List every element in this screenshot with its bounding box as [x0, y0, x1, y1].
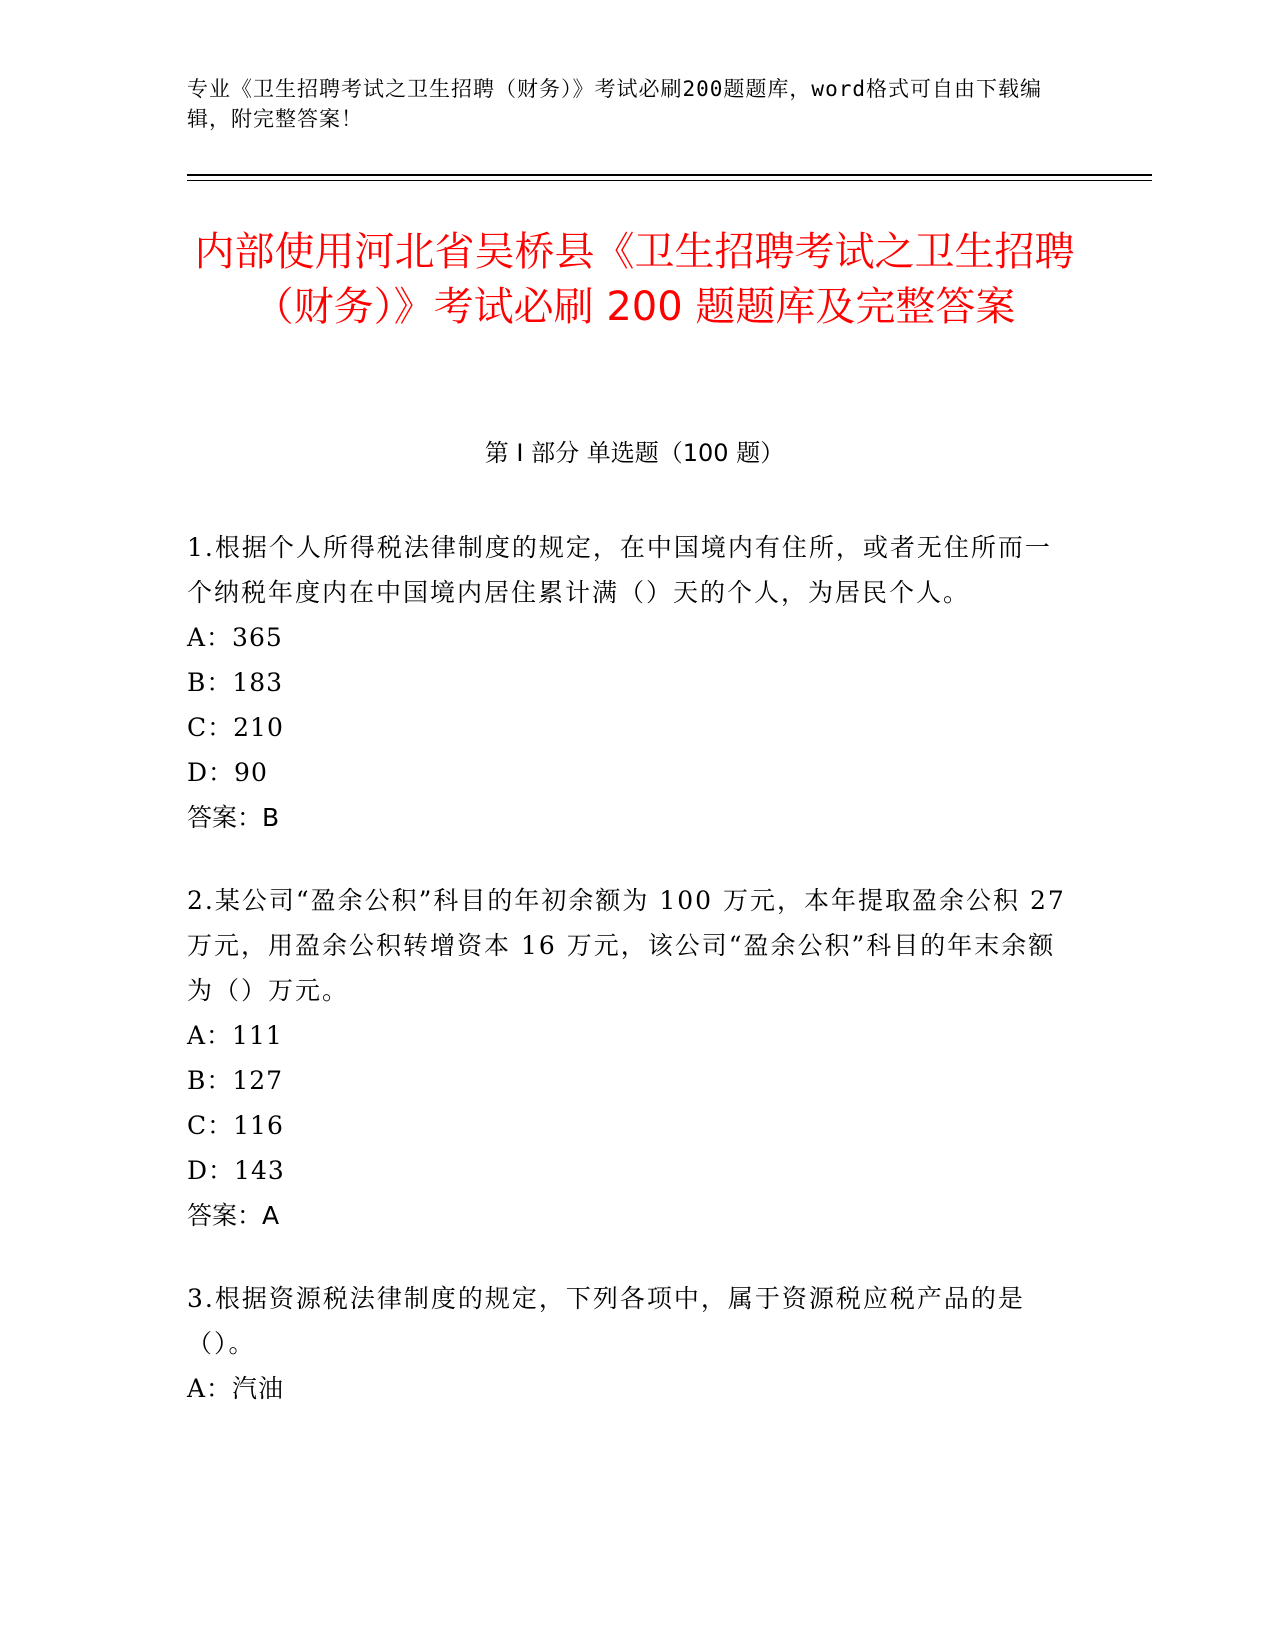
option-c: C：210 [187, 713, 284, 742]
question-stem: 3.根据资源税法律制度的规定，下列各项中，属于资源税应税产品的是（）。 [187, 1284, 1025, 1358]
option-b: B：127 [187, 1066, 284, 1095]
option-a: A：汽油 [187, 1374, 285, 1403]
question-2 [187, 878, 1077, 1238]
question-1 [187, 525, 1077, 840]
question-stem: 2.某公司“盈余公积”科目的年初余额为 100 万元，本年提取盈余公积 27 万元，用盈余公积转增资本 16 万元，该公司“盈余公积”科目的年末余额为（）万元。 [187, 886, 1066, 1005]
section-title: 第 I 部分 单选题（100 题） [484, 439, 785, 467]
option-a: A：365 [187, 623, 283, 652]
intro-text: 专业《卫生招聘考试之卫生招聘（财务）》考试必刷200题题库，word格式可自由下载编辑，附完整答案！ [187, 77, 1042, 131]
answer-line: 答案：A [187, 1201, 280, 1230]
document-title: 内部使用河北省吴桥县《卫生招聘考试之卫生招聘（财务）》考试必刷 200 题题库及完整答案 [194, 229, 1075, 330]
header-divider-thin [187, 180, 1152, 181]
option-b: B：183 [187, 668, 284, 697]
question-stem: 1.根据个人所得税法律制度的规定，在中国境内有住所，或者无住所而一个纳税年度内在中国境内居住累计满（）天的个人，为居民个人。 [187, 533, 1052, 607]
question-3 [187, 1276, 1077, 1411]
option-d: D：90 [187, 758, 268, 787]
option-d: D：143 [187, 1156, 285, 1185]
question-list [187, 525, 1077, 1449]
answer-line: 答案：B [187, 803, 280, 832]
header-divider-thick [187, 174, 1152, 176]
option-c: C：116 [187, 1111, 284, 1140]
option-a: A：111 [187, 1021, 283, 1050]
